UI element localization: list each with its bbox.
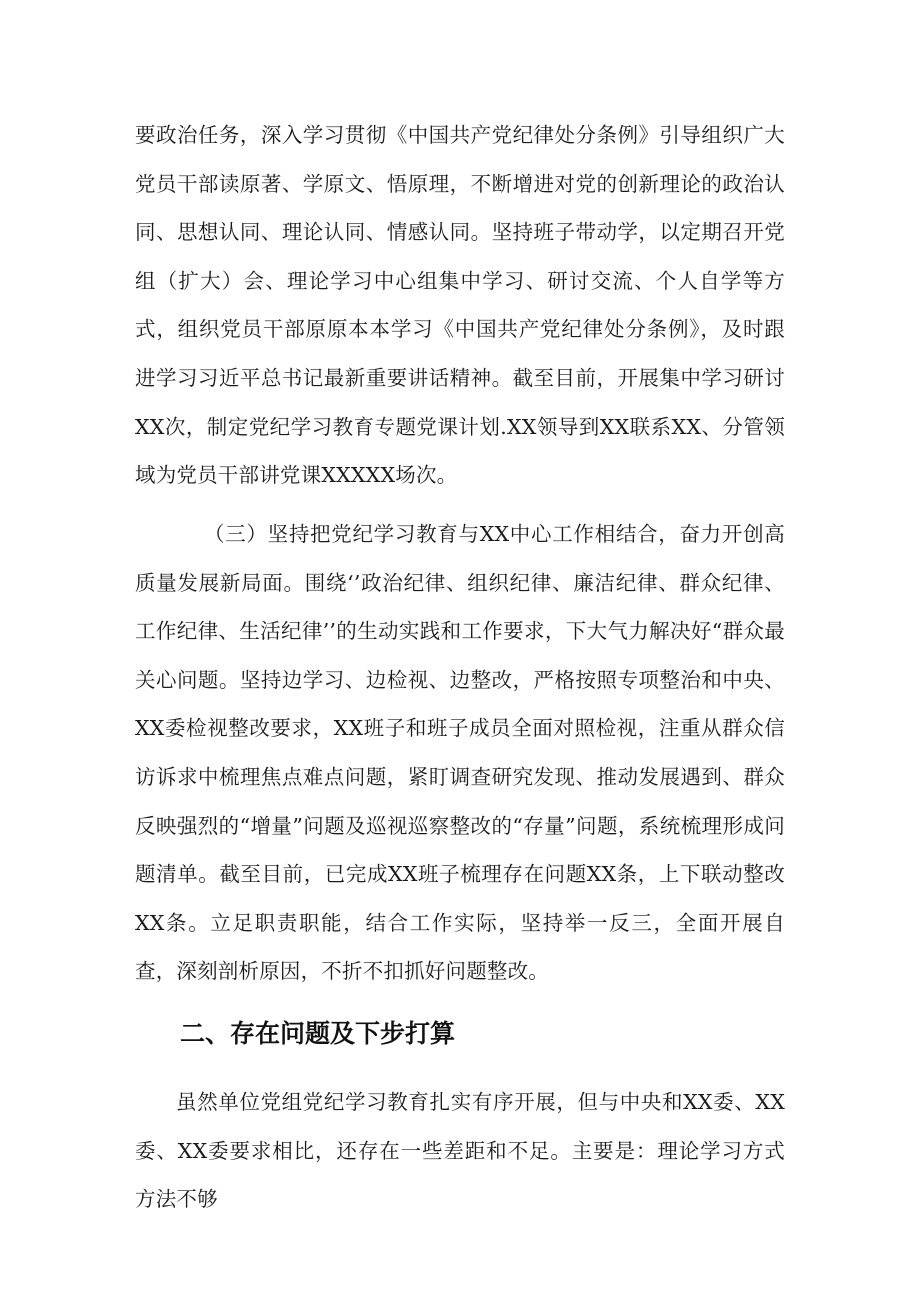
section-heading: 二、存在问题及下步打算 — [180, 1019, 456, 1048]
body-paragraph-problems: 虽然单位党组党纪学习教育扎实有序开展，但与中央和XX委、XX委、XX委要求相比，还存在一些差距和不足。主要是：理论学习方式方法不够 — [135, 1090, 785, 1212]
body-paragraph-study: 要政治任务，深入学习贯彻《中国共产党纪律处分条例》引导组织广大党员干部读原著、学原文、悟原理，不断增进对党的创新理论的政治认同、思想认同、理论认同、情感认同。坚持班子带动学，以定期召开党组（扩大）会、理论学习中心组集中学习、研讨交流、个人自学等方式，组织党员干部原原本本学习《中国共产党纪律处分条例》，及时跟进学习习近平总书记最新重要讲话精神。截至目前，开展集中学习研讨XX次，制定党纪学习教育专题党课计划.XX领导到XX联系XX、分管领域为党员干部讲党课XXXXX场次。 — [135, 123, 785, 488]
body-paragraph-section-three: （三）坚持把党纪学习教育与XX中心工作相结合，奋力开创高质量发展新局面。围绕‘’政治纪律、组织纪律、廉洁纪律、群众纪律、工作纪律、生活纪律’’的生动实践和工作要求，下大气力解决好“群众最关心问题。坚持边学习、边检视、边整改，严格按照专项整治和中央、XX委检视整改要求，XX班子和班子成员全面对照检视，注重从群众信访诉求中梳理焦点难点问题，紧盯调查研究发现、推动发展遇到、群众反映强烈的“增量”问题及巡视巡察整改的“存量”问题，系统梳理形成问题清单。截至目前，已完成XX班子梳理存在问题XX条，上下联动整改XX条。立足职责职能，结合工作实际，坚持举一反三，全面开展自查，深刻剖析原因，不折不扣抓好问题整改。 — [135, 522, 785, 984]
